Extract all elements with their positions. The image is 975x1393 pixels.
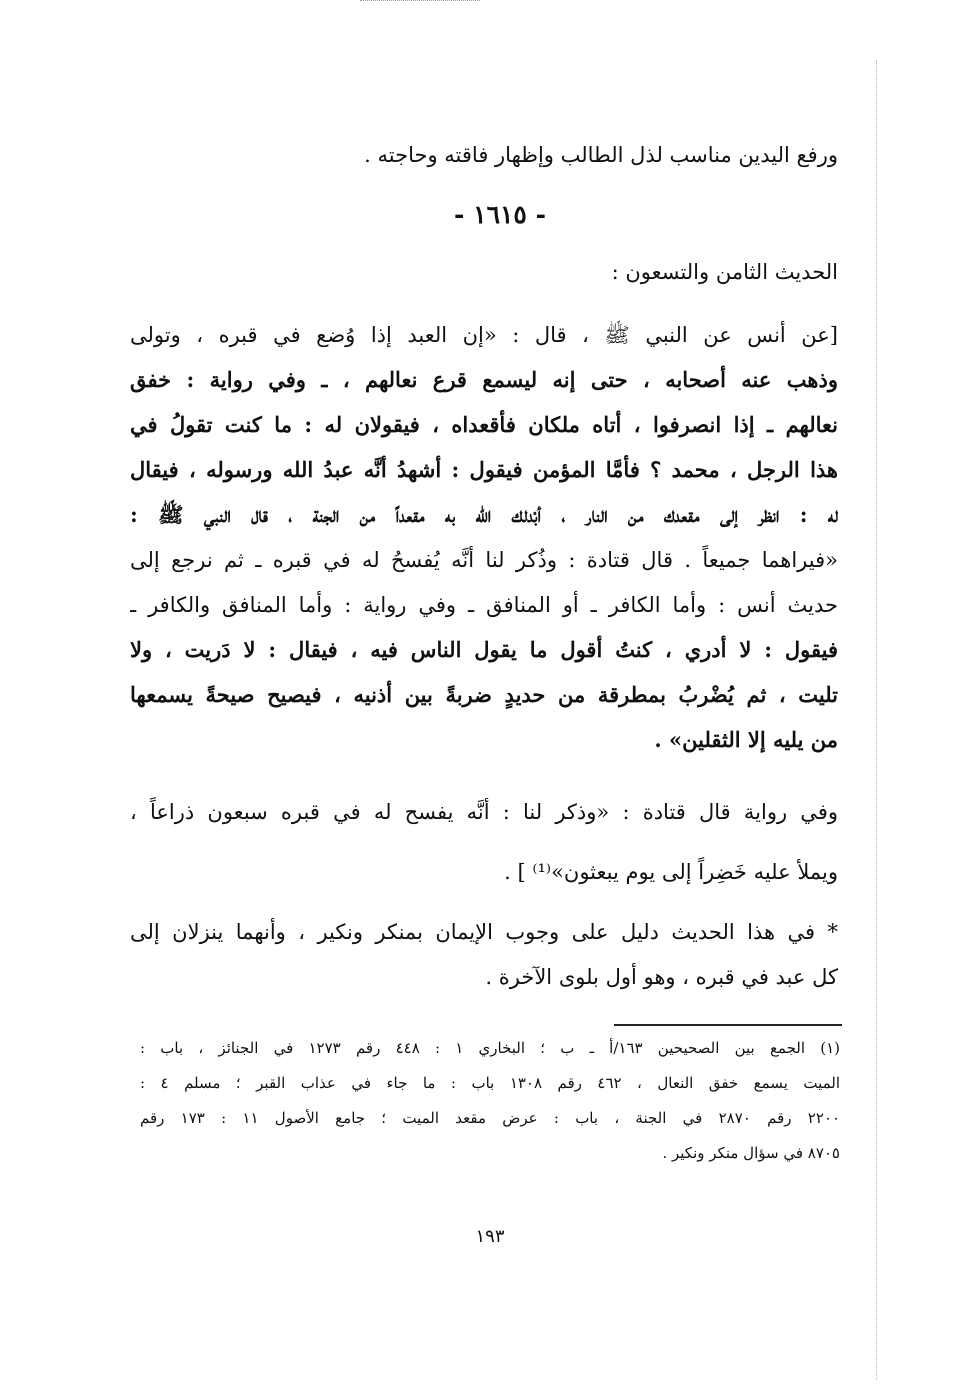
footnote-line: ٨٧٠٥ في سؤال منكر ونكير . <box>662 1144 840 1162</box>
margin-dotted-line <box>876 60 877 1380</box>
hadith-line: [عن أنس عن النبي ﷺ ، قال : «إن العبد إذا وُضع في قبره ، وتولى <box>130 323 838 347</box>
hadith-line: نعالهم ـ إذا انصرفوا ، أتاه ملكان فأقعداه ، فيقولان له : ما كنت تقولُ في <box>130 412 838 437</box>
hadith-line: وذهب عنه أصحابه ، حتى إنه ليسمع قرع نعالهم ، ـ وفي رواية : خفق <box>130 367 838 392</box>
riwaya-line: ويملأ عليه خَضِراً إلى يوم يبعثون»⁽¹⁾ ] . <box>504 860 838 884</box>
hadith-line: هذا الرجل ، محمد ؟ فأمَّا المؤمن فيقول : أشهدُ أنَّه عبدُ الله ورسوله ، فيقال <box>130 457 838 482</box>
top-scan-marks <box>360 0 480 11</box>
intro-line: ورفع اليدين مناسب لذل الطالب وإظهار فاقته وحاجته . <box>364 143 838 167</box>
hadith-title: الحديث الثامن والتسعون : <box>611 260 838 284</box>
hadith-line: تليت ، ثم يُضْربُ بمطرقة من حديدٍ ضربةً بين أذنيه ، فيصيح صيحةً يسمعها <box>130 682 838 707</box>
hadith-line: من يليه إلا الثقلين» . <box>654 727 838 752</box>
hadith-line: فيقول : لا أدري ، كنتُ أقول ما يقول الناس فيه ، فيقال : لا دَريت ، ولا <box>130 637 838 662</box>
footnote-line: الميت يسمع خفق النعال ، ٤٦٢ رقم ١٣٠٨ باب : ما جاء في عذاب القبر ؛ مسلم ٤ : <box>140 1074 840 1092</box>
hadith-line: «فيراهما جميعاً . قال قتادة : وذُكر لنا أنَّه يُفسحُ له في قبره ـ ثم نرجع إلى <box>130 548 838 572</box>
footnote-line: ٢٢٠٠ رقم ٢٨٧٠ في الجنة ، باب : عرض مقعد الميت ؛ جامع الأصول ١١ : ١٧٣ رقم <box>140 1109 840 1127</box>
hadith-number: - ١٦١٥ - <box>454 200 546 229</box>
commentary-line: كل عبد في قبره ، وهو أول بلوى الآخرة . <box>485 965 838 989</box>
riwaya-line: وفي رواية قال قتادة : «وذكر لنا : أنَّه يفسح له في قبره سبعون ذراعاً ، <box>130 800 838 824</box>
commentary-line: * في هذا الحديث دليل على وجوب الإيمان بمنكر ونكير ، وأنهما ينزلان إلى <box>130 920 838 944</box>
footnote-line: (١) الجمع بين الصحيحين ١٦٣/أ ـ ب ؛ البخاري ١ : ٤٤٨ رقم ١٢٧٣ في الجنائز ، باب : <box>140 1039 840 1057</box>
page-number: ١٩٣ <box>475 1226 505 1247</box>
hadith-line: حديث أنس : وأما الكافر ـ أو المنافق ـ وفي رواية : وأما المنافق والكافر ـ <box>130 593 838 617</box>
footnote-divider <box>614 1024 842 1026</box>
hadith-line: له : انظر إلى مقعدك من النار ، أبْدلك الله به مقعداً من الجنة ، قال النبي ﷺ : <box>130 502 838 527</box>
